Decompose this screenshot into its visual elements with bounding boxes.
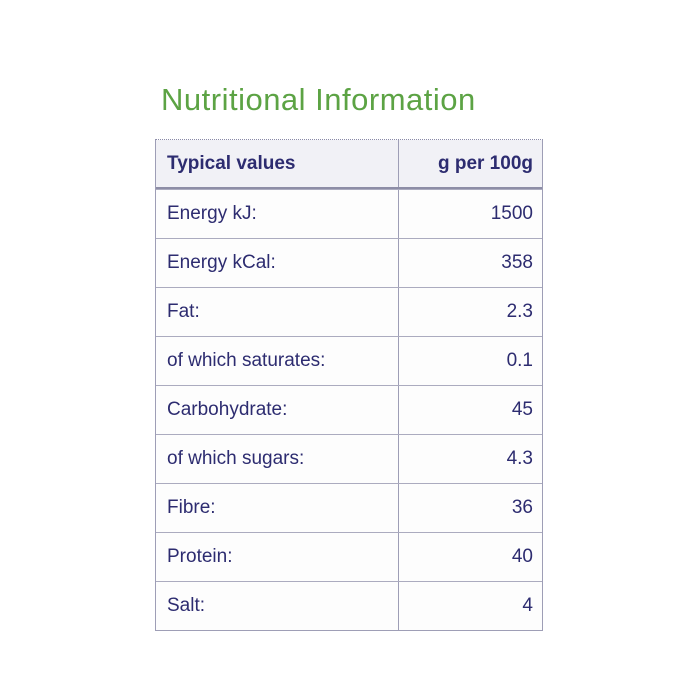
row-value: 45	[398, 386, 542, 434]
page-title: Nutritional Information	[161, 82, 476, 117]
row-label: Salt:	[167, 595, 206, 616]
row-label: Protein:	[167, 546, 233, 567]
row-label: Energy kJ:	[167, 203, 257, 224]
table-row	[156, 189, 542, 238]
table-header-row	[156, 140, 542, 189]
header-typical-values: Typical values	[167, 152, 296, 174]
row-label: Fibre:	[167, 497, 216, 518]
row-value: 36	[398, 484, 542, 532]
row-label: Carbohydrate:	[167, 399, 288, 420]
row-label: of which saturates:	[167, 350, 326, 371]
row-value: 358	[398, 239, 542, 287]
row-value: 2.3	[398, 288, 542, 336]
nutrition-table	[155, 139, 543, 631]
table-row	[156, 532, 542, 581]
table-row	[156, 483, 542, 532]
header-g-per-100g: g per 100g	[398, 140, 542, 187]
row-value: 4	[398, 582, 542, 630]
table-row	[156, 238, 542, 287]
row-label: Fat:	[167, 301, 200, 322]
row-label: Energy kCal:	[167, 252, 276, 273]
row-label: of which sugars:	[167, 448, 305, 469]
row-value: 1500	[398, 190, 542, 238]
row-value: 4.3	[398, 435, 542, 483]
row-value: 0.1	[398, 337, 542, 385]
table-row	[156, 287, 542, 336]
table-row	[156, 581, 542, 630]
row-value: 40	[398, 533, 542, 581]
table-row	[156, 385, 542, 434]
table-row	[156, 336, 542, 385]
table-row	[156, 434, 542, 483]
